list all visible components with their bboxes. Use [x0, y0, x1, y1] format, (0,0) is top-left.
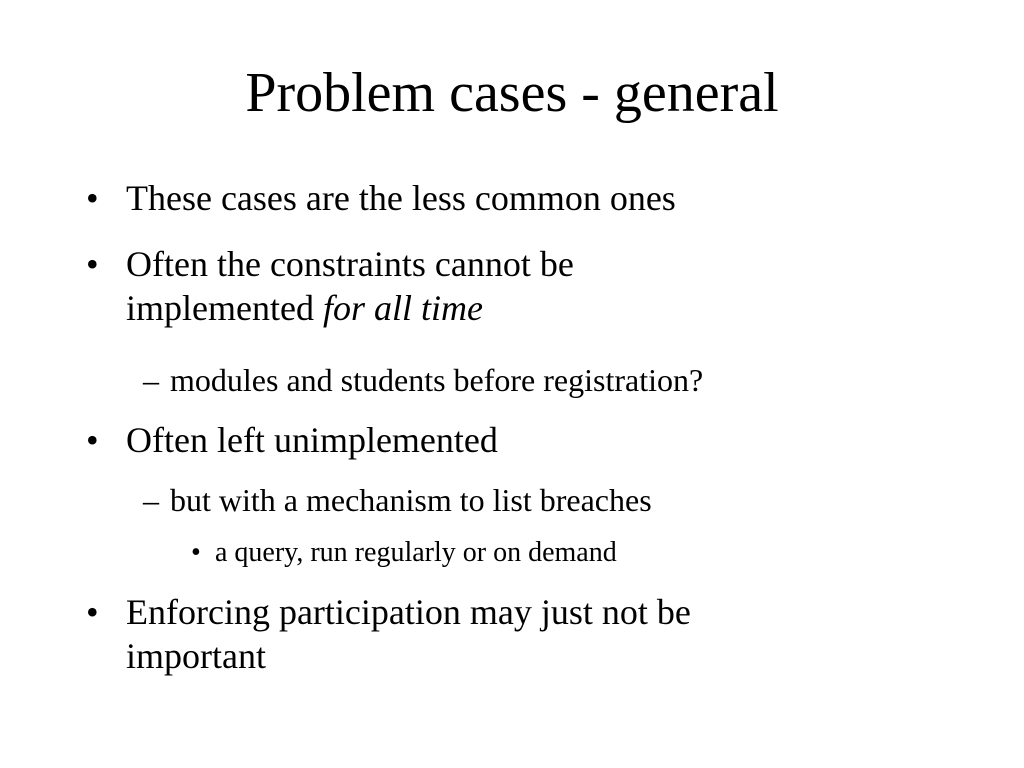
bullet-text-plain: implemented [126, 288, 323, 328]
bullet-text-line-1: Enforcing participation may just not be [126, 592, 691, 632]
bullet-marker: • [86, 420, 99, 460]
bullet-text: These cases are the less common ones [126, 178, 676, 218]
sub-bullet-text: but with a mechanism to list breaches [170, 482, 652, 518]
sub-bullet-text: modules and students before registration? [170, 362, 704, 398]
bullet-marker: • [191, 537, 201, 568]
bullet-item-less-common [86, 176, 886, 220]
bullet-text-emphasis: for all time [322, 288, 483, 328]
bullet-text: Often left unimplemented [126, 420, 498, 460]
bullet-text-line-1: Often the constraints cannot be [126, 244, 574, 284]
slide-title: Problem cases - general [245, 62, 779, 124]
bullet-item-constraints [86, 242, 886, 330]
bullet-marker: • [86, 178, 99, 218]
bullet-text-line-2: important [126, 636, 266, 676]
bullet-item-participation [86, 590, 886, 678]
sub-bullet-item-registration [143, 360, 930, 400]
dash-marker: – [143, 362, 159, 398]
sub-sub-bullet-item-query [191, 536, 915, 570]
sub-sub-bullet-text: a query, run regularly or on demand [215, 537, 617, 568]
bullet-marker: • [86, 244, 99, 284]
sub-bullet-item-breaches [143, 480, 930, 520]
bullet-text-line-2 [126, 286, 886, 330]
bullet-item-unimplemented [86, 418, 886, 462]
dash-marker: – [143, 482, 159, 518]
bullet-marker: • [86, 592, 99, 632]
